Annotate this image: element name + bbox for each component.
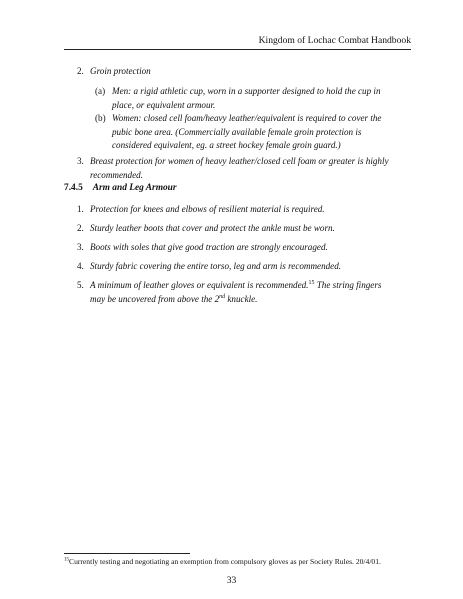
section-title: Arm and Leg Armour <box>92 183 177 193</box>
gloves-text-part1: A minimum of leather gloves or equivalent is recommended. <box>90 280 309 290</box>
list-item-text: Protection for knees and elbows of resilient material is required. <box>90 204 325 214</box>
list-item-text <box>90 279 397 306</box>
sublist-label: (a) <box>95 86 106 96</box>
section-number: 7.4.5 <box>64 183 83 193</box>
gloves-text-part2: The string fingers may be uncovered from above the 2 <box>90 280 382 304</box>
list-number: 2. <box>77 223 84 233</box>
list-item-text: Breast protection for women of heavy leather/closed cell foam or greater is highly recommended. <box>90 156 389 180</box>
sublist-text: Men: a rigid athletic cup, worn in a supporter designed to hold the cup in place, or equivalent armour. <box>112 86 381 110</box>
footnote-rule <box>64 553 190 554</box>
list-item <box>77 203 397 217</box>
footnote-mark: 15 <box>64 557 69 563</box>
sublist-label: (b) <box>95 113 106 123</box>
list-number: 3. <box>77 156 84 166</box>
footnote <box>64 557 414 568</box>
sublist-item-men <box>95 85 395 112</box>
ordinal-suffix: nd <box>219 293 226 300</box>
header-rule <box>64 49 411 50</box>
list-item-text: Sturdy leather boots that cover and protect the ankle must be worn. <box>90 223 335 233</box>
running-header: Kingdom of Lochac Combat Handbook <box>258 35 411 46</box>
list-item-groin-protection <box>77 65 397 79</box>
list-item-breast-protection <box>77 155 397 182</box>
list-number: 1. <box>77 204 84 214</box>
sublist-text: Women: closed cell foam/heavy leather/equivalent is required to cover the pubic bone area. (Commercially available female groin protection is considered equivalent, eg. a street hockey female groin guard.) <box>112 113 382 151</box>
list-number: 3. <box>77 242 84 252</box>
list-number: 2. <box>77 66 84 76</box>
footnote-text: Currently testing and negotiating an exemption from compulsory gloves as per Society Rules. 20/4/01. <box>69 557 381 566</box>
list-item-text: Sturdy fabric covering the entire torso, leg and arm is recommended. <box>90 261 342 271</box>
list-item-gloves <box>77 279 397 306</box>
list-item-text: Boots with soles that give good traction are strongly encouraged. <box>90 242 328 252</box>
footnote-reference[interactable]: 15 <box>308 279 315 286</box>
list-item <box>77 241 397 255</box>
page-number: 33 <box>226 575 237 586</box>
sublist-item-women <box>95 112 395 153</box>
gloves-text-part3: knuckle. <box>225 293 258 304</box>
section-heading <box>64 183 177 193</box>
list-number: 4. <box>77 261 84 271</box>
list-item <box>77 260 397 274</box>
list-number: 5. <box>77 280 84 290</box>
list-item-text: Groin protection <box>90 66 151 76</box>
list-item <box>77 222 397 236</box>
